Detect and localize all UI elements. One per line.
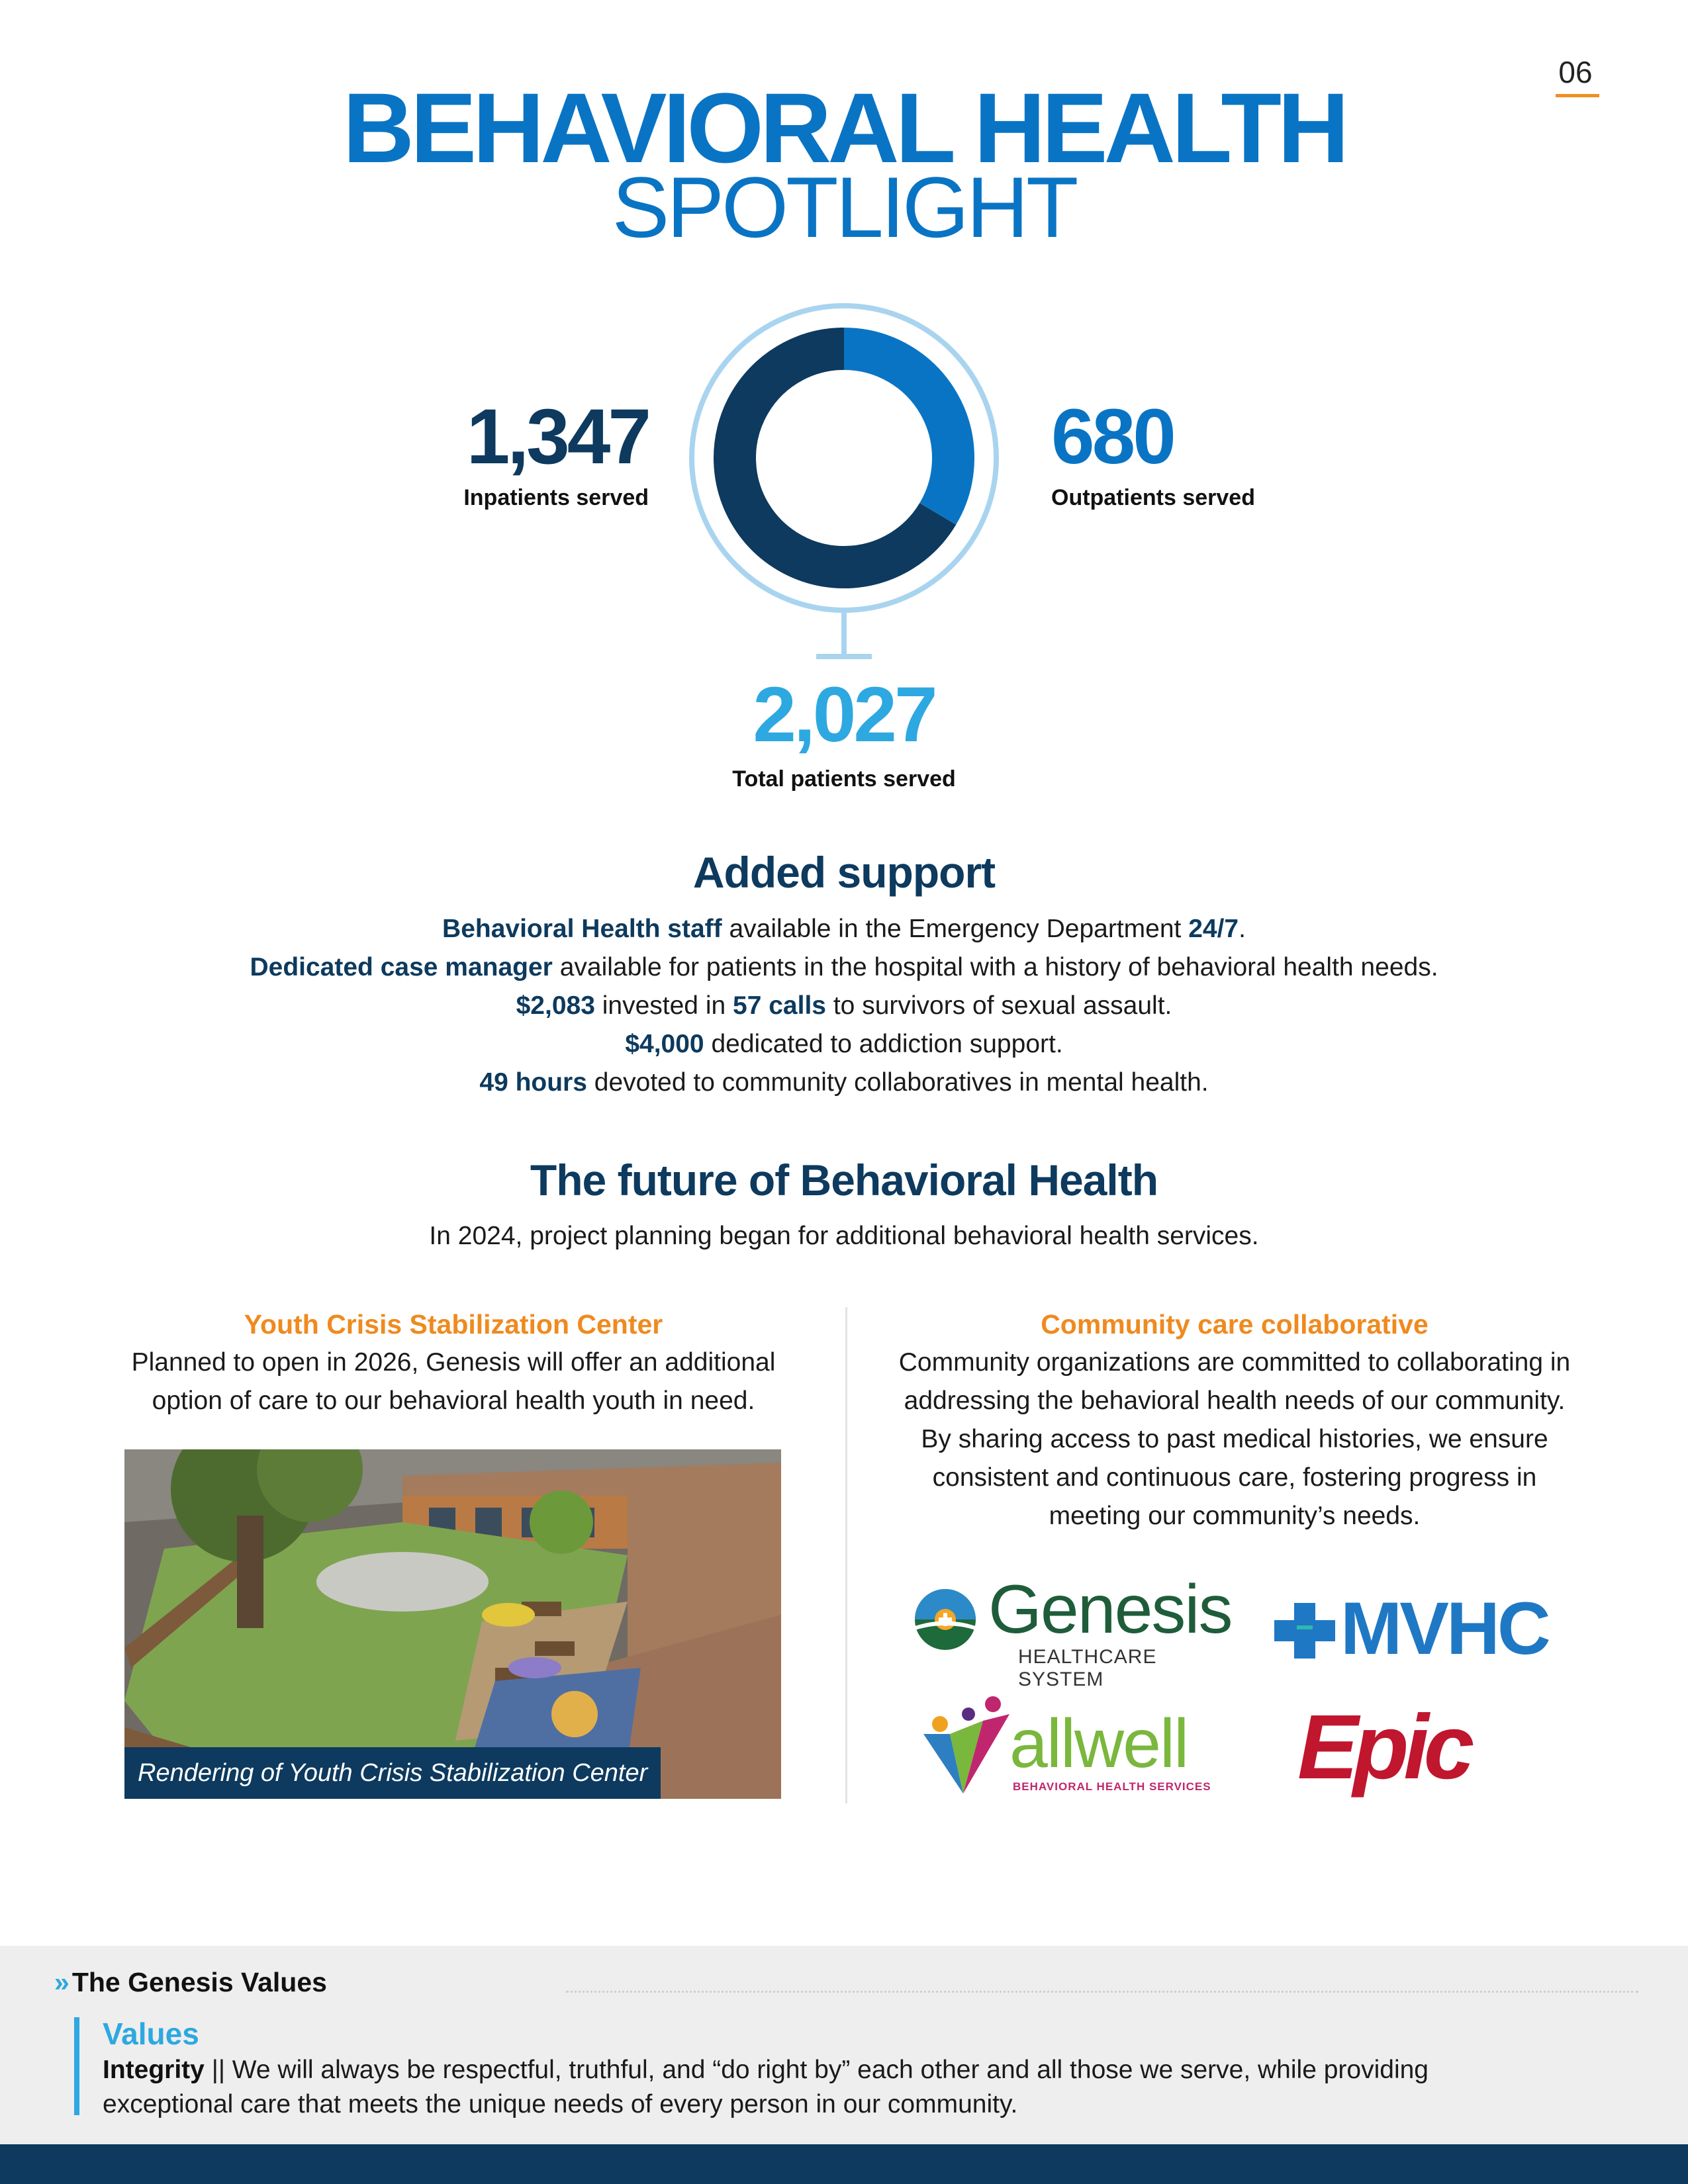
inpatients-value: 1,347 <box>466 393 649 480</box>
youth-center-rendering-image <box>124 1449 781 1799</box>
patients-donut-chart <box>685 299 1003 670</box>
support-line: Dedicated case manager available for patients in the hospital with a history of behavioral health needs. <box>250 953 1438 981</box>
rendering-caption: Rendering of Youth Crisis Stabilization Center <box>124 1747 661 1799</box>
genesis-subtitle: HEALTHCARE SYSTEM <box>1018 1646 1157 1690</box>
page-number: 06 <box>1558 55 1593 89</box>
footer-bar <box>0 2144 1688 2184</box>
genesis-wordmark: Genesis <box>988 1571 1232 1648</box>
genesis-logo <box>912 1571 1232 1690</box>
support-line: $2,083 invested in 57 calls to survivors of sexual assault. <box>516 991 1172 1020</box>
allwell-logo <box>910 1694 1215 1800</box>
outpatients-value: 680 <box>1051 393 1174 480</box>
genesis-sun-icon <box>912 1586 978 1653</box>
future-heading: The future of Behavioral Health <box>530 1156 1158 1205</box>
allwell-figure-icon <box>910 1694 1016 1800</box>
future-text: In 2024, project planning began for additional behavioral health services. <box>429 1222 1259 1250</box>
community-body: Community organizations are committed to collaborating in addressing the behavioral health needs of our community. By sharing access to past medical histories, we ensure consistent and continuous care, fostering progress in meeting our community’s needs. <box>898 1348 1571 1530</box>
inpatients-label: Inpatients served <box>463 485 649 510</box>
donut-segment-outpatients <box>844 349 953 514</box>
community-heading: Community care collaborative <box>1041 1309 1429 1340</box>
values-label: Values <box>103 2017 199 2051</box>
mvhc-wordmark: MVHC <box>1340 1587 1548 1670</box>
added-support-heading: Added support <box>692 848 996 897</box>
epic-logo <box>1297 1696 1549 1798</box>
outpatients-label: Outpatients served <box>1051 485 1255 510</box>
allwell-subtitle: BEHAVIORAL HEALTH SERVICES <box>1013 1780 1211 1793</box>
support-line: Behavioral Health staff available in the Emergency Department 24/7. <box>442 915 1246 943</box>
allwell-wordmark: allwell <box>1009 1706 1188 1782</box>
values-accent-bar <box>74 2017 79 2115</box>
chevron-icon: » <box>54 1967 70 1997</box>
support-line: $4,000 dedicated to addiction support. <box>625 1030 1063 1058</box>
column-divider <box>845 1307 847 1803</box>
youth-center-heading: Youth Crisis Stabilization Center <box>244 1309 663 1340</box>
mvhc-logo <box>1274 1587 1566 1670</box>
support-line: 49 hours devoted to community collaboratives in mental health. <box>479 1068 1209 1097</box>
total-patients-label: Total patients served <box>732 766 956 792</box>
total-patients-value: 2,027 <box>753 671 935 758</box>
values-section-title: »The Genesis Values <box>54 1967 327 1997</box>
mvhc-cross-icon <box>1274 1603 1335 1659</box>
epic-wordmark: Epic <box>1297 1696 1470 1798</box>
youth-center-body: Planned to open in 2026, Genesis will offer an additional option of care to our behavioral health youth in need. <box>131 1348 776 1415</box>
page-subtitle: SPOTLIGHT <box>612 159 1076 255</box>
values-text: Integrity || We will always be respectful, truthful, and “do right by” each other and all those we serve, while providing exceptional care that meets the unique needs of every person in our community. <box>103 2056 1429 2118</box>
dotted-divider <box>566 1991 1638 1993</box>
page-title: BEHAVIORAL HEALTH <box>342 72 1346 183</box>
